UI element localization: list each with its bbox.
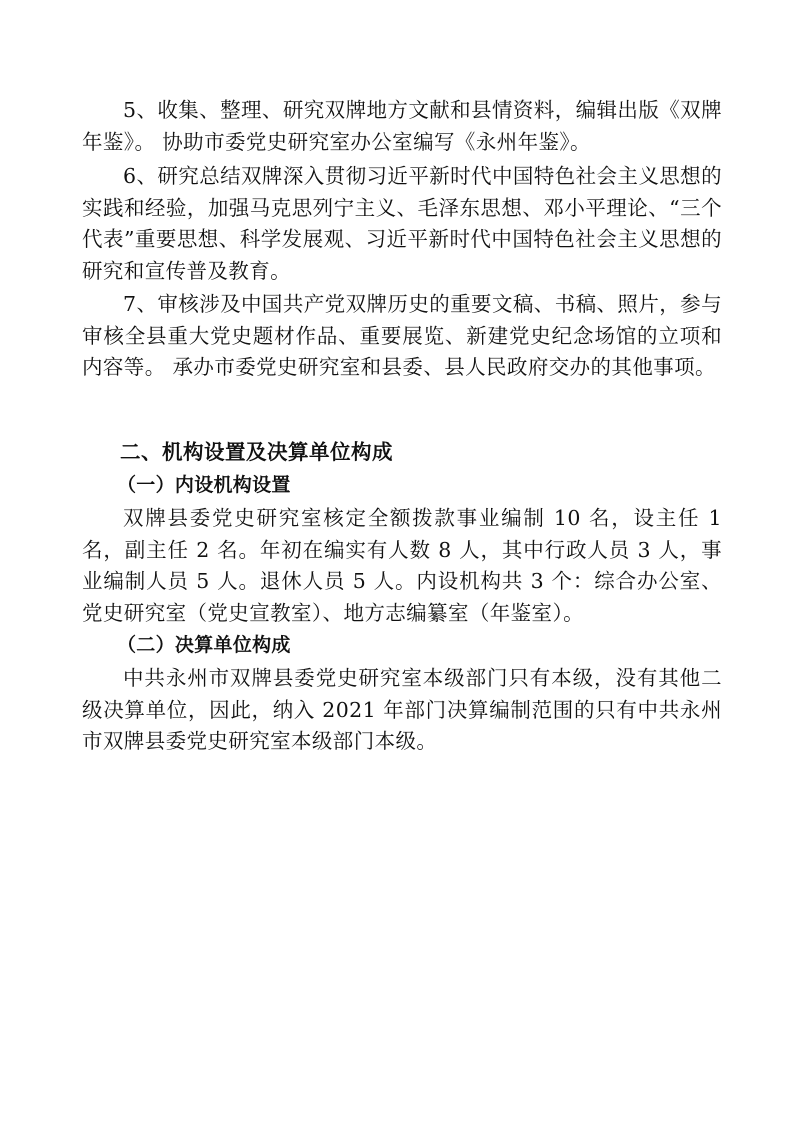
duty-item-6: 6、研究总结双牌深入贯彻习近平新时代中国特色社会主义思想的实践和经验，加强马克思列宁主义、毛泽东思想、邓小平理论、“三个代表”重要思想、科学发展观、习近平新时代中国特色社会主义思想的研究和宣传普及教育。 (82, 164, 722, 283)
internal-structure-body: 双牌县委党史研究室核定全额拨款事业编制 10 名，设主任 1 名，副主任 2 名。年初在编实有人数 8 人，其中行政人员 3 人，事业编制人员 5 人。退休人员 5 人。内设机构共 3 个：综合办公室、党史研究室（党史宣教室）、地方志编纂室（年鉴室）。 (82, 506, 722, 625)
accounting-units-body: 中共永州市双牌县委党史研究室本级部门只有本级，没有其他二级决算单位，因此，纳入 2021 年部门决算编制范围的只有中共永州市双牌县委党史研究室本级部门本级。 (82, 666, 722, 753)
section-heading: 二、机构设置及决算单位构成 (120, 440, 393, 464)
duty-item-5: 5、收集、整理、研究双牌地方文献和县情资料，编辑出版《双牌年鉴》。 协助市委党史研究室办公室编写《永州年鉴》。 (82, 98, 722, 154)
subsection-heading-internal-structure: （一）内设机构设置 (117, 474, 291, 496)
duty-item-7: 7、审核涉及中国共产党双牌历史的重要文稿、书稿、照片，参与审核全县重大党史题材作品、重要展览、新建党史纪念场馆的立项和内容等。 承办市委党史研究室和县委、县人民政府交办的其他事项。 (82, 292, 722, 379)
subsection-heading-accounting-units: （二）决算单位构成 (117, 634, 291, 656)
